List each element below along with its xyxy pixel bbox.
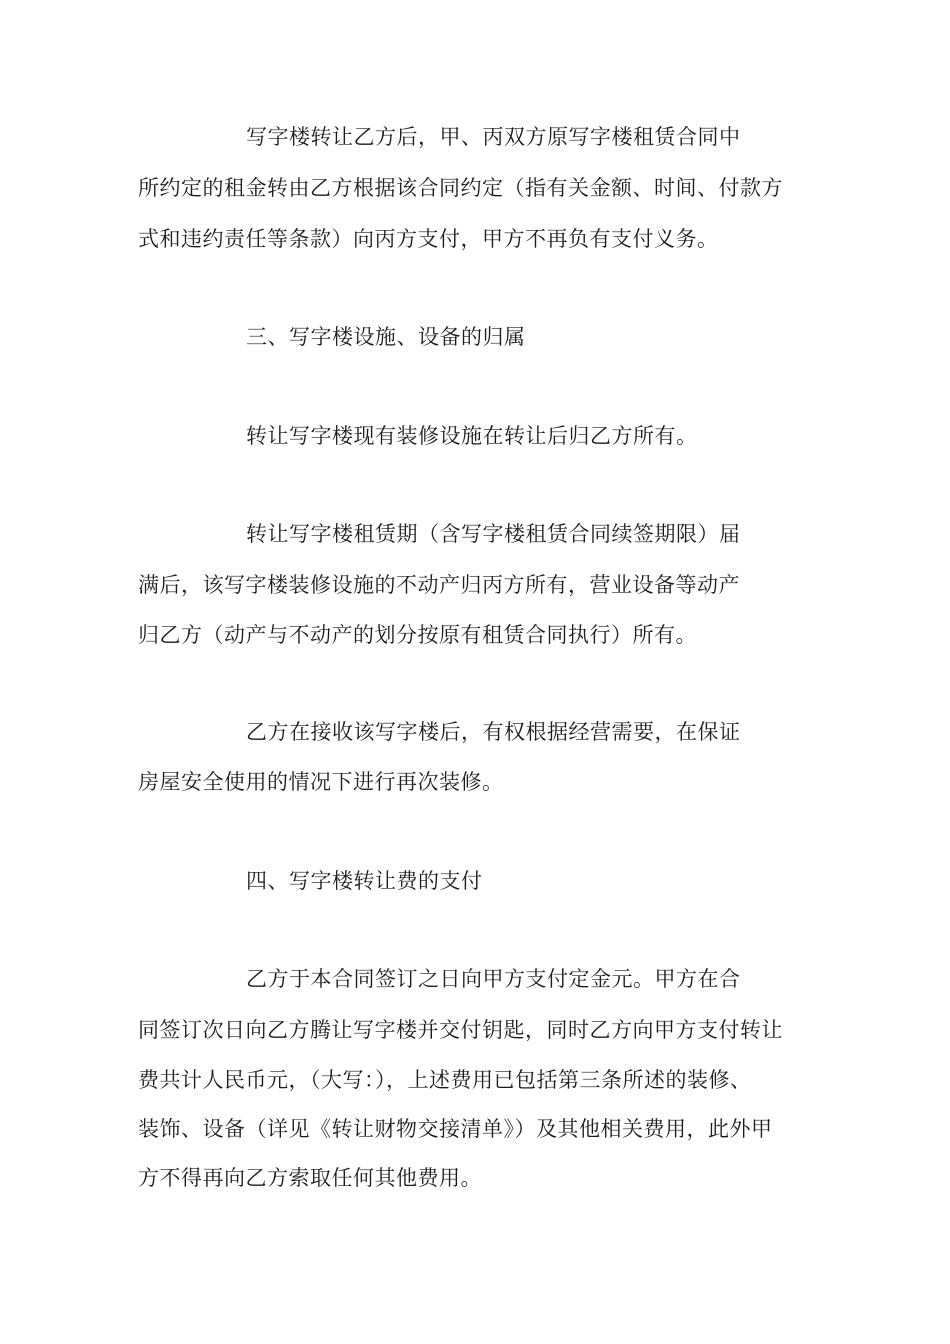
paragraph-line: 所约定的租金转由乙方根据该合同约定（指有关金额、时间、付款方 [138,176,783,200]
paragraph-line: 装饰、设备（详见《转让财物交接清单》）及其他相关费用，此外甲 [138,1117,773,1141]
paragraph-line: 转让写字楼租赁期（含写字楼租赁合同续签期限）届 [246,522,741,546]
paragraph-line: 转让写字楼现有装修设施在转让后归乙方所有。 [246,424,698,448]
paragraph-line: 归乙方（动产与不动产的划分按原有租赁合同执行）所有。 [138,623,697,647]
paragraph-line: 满后，该写字楼装修设施的不动产归丙方所有，营业设备等动产 [138,573,740,597]
paragraph-line: 式和违约责任等条款）向丙方支付，甲方不再负有支付义务。 [138,227,719,251]
paragraph-line: 房屋安全使用的情况下进行再次装修。 [138,770,504,794]
paragraph-line: 同签订次日向乙方腾让写字楼并交付钥匙，同时乙方向甲方支付转让 [138,1018,783,1042]
paragraph-line: 方不得再向乙方索取任何其他费用。 [138,1166,482,1190]
paragraph-line: 乙方于本合同签订之日向甲方支付定金元。甲方在合 [246,967,741,991]
section-heading-3: 三、写字楼设施、设备的归属 [246,325,526,349]
paragraph-line: 费共计人民币元，（大写：），上述费用已包括第三条所述的装修、 [138,1068,752,1092]
section-heading-4: 四、写字楼转让费的支付 [246,869,483,893]
paragraph-line: 写字楼转让乙方后，甲、丙双方原写字楼租赁合同中 [246,125,741,149]
paragraph-line: 乙方在接收该写字楼后，有权根据经营需要，在保证 [246,720,741,744]
